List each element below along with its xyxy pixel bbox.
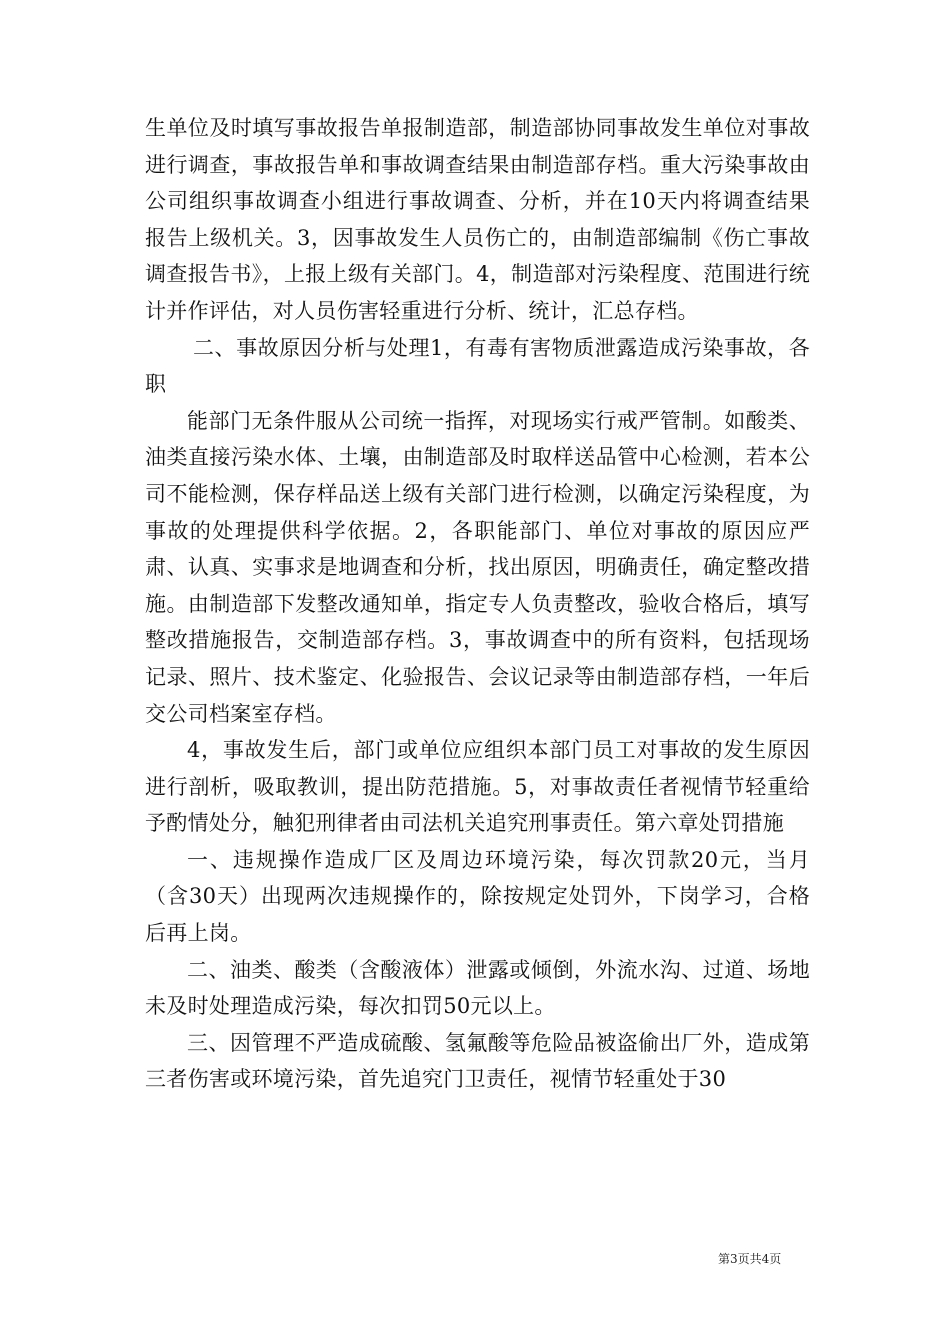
paragraph-cause-analysis-heading: 二、事故原因分析与处理1，有毒有害物质泄露造成污染事故，各职	[145, 335, 810, 397]
page-number: 第3页共4页	[718, 1252, 782, 1266]
paragraph-penalty-2: 二、油类、酸类（含酸液体）泄露或倾倒，外流水沟、过道、场地未及时处理造成污染，每次扣罚50元以上。	[145, 957, 810, 1019]
paragraph-cause-analysis-body: 能部门无条件服从公司统一指挥，对现场实行戒严管制。如酸类、油类直接污染水体、土壤，由制造部及时取样送品管中心检测，若本公司不能检测，保存样品送上级有关部门进行检测，以确定污染程度，为事故的处理提供科学依据。2，各职能部门、单位对事故的原因应严肃、认真、实事求是地调查和分析，找出原因，明确责任，确定整改措施。由制造部下发整改通知单，指定专人负责整改，验收合格后，填写整改措施报告，交制造部存档。3，事故调查中的所有资料，包括现场记录、照片、技术鉴定、化验报告、会议记录等由制造部存档，一年后交公司档案室存档。	[145, 408, 810, 726]
paragraph-accident-report: 生单位及时填写事故报告单报制造部，制造部协同事故发生单位对事故进行调查，事故报告单和事故调查结果由制造部存档。重大污染事故由公司组织事故调查小组进行事故调查、分析，并在10天内将调查结果报告上级机关。3，因事故发生人员伤亡的，由制造部编制《伤亡事故调查报告书》，上报上级有关部门。4，制造部对污染程度、范围进行统计并作评估，对人员伤害轻重进行分析、统计，汇总存档。	[145, 116, 810, 323]
paragraph-penalty-3: 三、因管理不严造成硫酸、氢氟酸等危险品被盗偷出厂外，造成第三者伤害或环境污染，首先追究门卫责任，视情节轻重处于30	[145, 1030, 810, 1092]
document-body	[145, 110, 810, 1098]
paragraph-penalty-1: 一、违规操作造成厂区及周边环境污染，每次罚款20元，当月（含30天）出现两次违规操作的，除按规定处罚外，下岗学习，合格后再上岗。	[145, 847, 810, 946]
paragraph-post-accident: 4，事故发生后，部门或单位应组织本部门员工对事故的发生原因进行剖析，吸取教训，提出防范措施。5，对事故责任者视情节轻重给予酌情处分，触犯刑律者由司法机关追究刑事责任。第六章处罚措施	[145, 738, 810, 836]
